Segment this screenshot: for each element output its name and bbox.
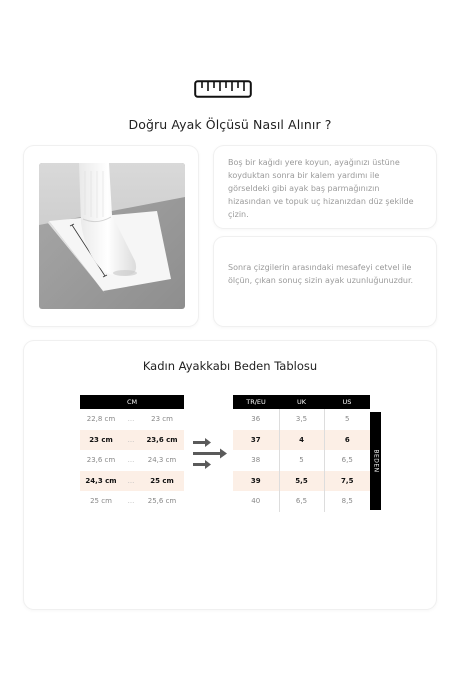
table-row <box>233 409 370 430</box>
size-us: 6,5 <box>324 450 370 471</box>
cm-sep: ... <box>122 471 140 492</box>
cm-to: 25 cm <box>140 471 184 492</box>
table-row <box>233 491 370 512</box>
table-row <box>80 409 184 430</box>
table-row <box>233 450 370 471</box>
instruction-text-2: Sonra çizgilerin arasındaki mesafeyi cetvel ile ölçün, çıkan sonuç sizin ayak uzunluğunuzdur. <box>228 263 414 285</box>
cm-to: 23,6 cm <box>140 430 184 451</box>
cm-sep: ... <box>127 497 135 506</box>
size-us: 8,5 <box>324 491 370 512</box>
size-uk: 3,5 <box>279 409 324 430</box>
size-uk: 5,5 <box>279 471 324 492</box>
table-row <box>80 491 184 512</box>
instruction-text-1: Boş bir kağıdı yere koyun, ayağınızı üstüne koyduktan sonra bir kalem yardımı ile görseldeki gibi ayak baş parmağınızın hizasından ve topuk uç hizanızdan düz şekilde çizin. <box>228 158 414 219</box>
cm-to: 24,3 cm <box>147 456 177 465</box>
cm-sep: ... <box>127 456 135 465</box>
page-title: Doğru Ayak Ölçüsü Nasıl Alınır ? <box>128 117 332 132</box>
size-chart-card <box>24 341 436 609</box>
size-us: 5 <box>324 409 370 430</box>
size-uk: 6,5 <box>279 491 324 512</box>
ruler-icon <box>194 80 252 98</box>
cm-sep: ... <box>122 430 140 451</box>
cm-header: CM <box>80 395 184 409</box>
beden-side-label <box>370 412 381 510</box>
cm-sep: ... <box>127 415 135 424</box>
instruction-card-2 <box>214 237 436 326</box>
foot-measure-photo <box>39 163 185 309</box>
table-row <box>80 430 184 451</box>
beden-label-text: BEDEN <box>372 449 379 473</box>
cm-table <box>80 395 184 512</box>
size-us: 7,5 <box>324 471 370 492</box>
cm-from: 25 cm <box>90 497 112 506</box>
cm-from: 23 cm <box>80 430 122 451</box>
size-header-tr-eu: TR/EU <box>233 395 279 409</box>
size-tr-eu: 38 <box>251 456 261 465</box>
size-chart-title: Kadın Ayakkabı Beden Tablosu <box>142 359 318 373</box>
right-arrows-icon <box>191 436 229 472</box>
size-uk: 5 <box>279 450 324 471</box>
table-row <box>233 430 370 451</box>
size-uk: 4 <box>279 430 324 451</box>
table-row <box>80 450 184 471</box>
cm-from: 22,8 cm <box>86 415 116 424</box>
instruction-card-1 <box>214 146 436 228</box>
cm-to: 23 cm <box>151 415 173 424</box>
cm-from: 23,6 cm <box>86 456 116 465</box>
size-tr-eu: 39 <box>233 471 279 492</box>
size-header-us: US <box>324 395 370 409</box>
size-tr-eu: 40 <box>251 497 261 506</box>
cm-to: 25,6 cm <box>147 497 177 506</box>
cm-from: 24,3 cm <box>80 471 122 492</box>
table-row <box>80 471 184 492</box>
size-us: 6 <box>324 430 370 451</box>
size-header-uk: UK <box>279 395 324 409</box>
foot-photo-card <box>24 146 198 326</box>
size-table <box>233 395 370 512</box>
size-tr-eu: 36 <box>251 415 261 424</box>
size-tr-eu: 37 <box>233 430 279 451</box>
table-row <box>233 471 370 492</box>
